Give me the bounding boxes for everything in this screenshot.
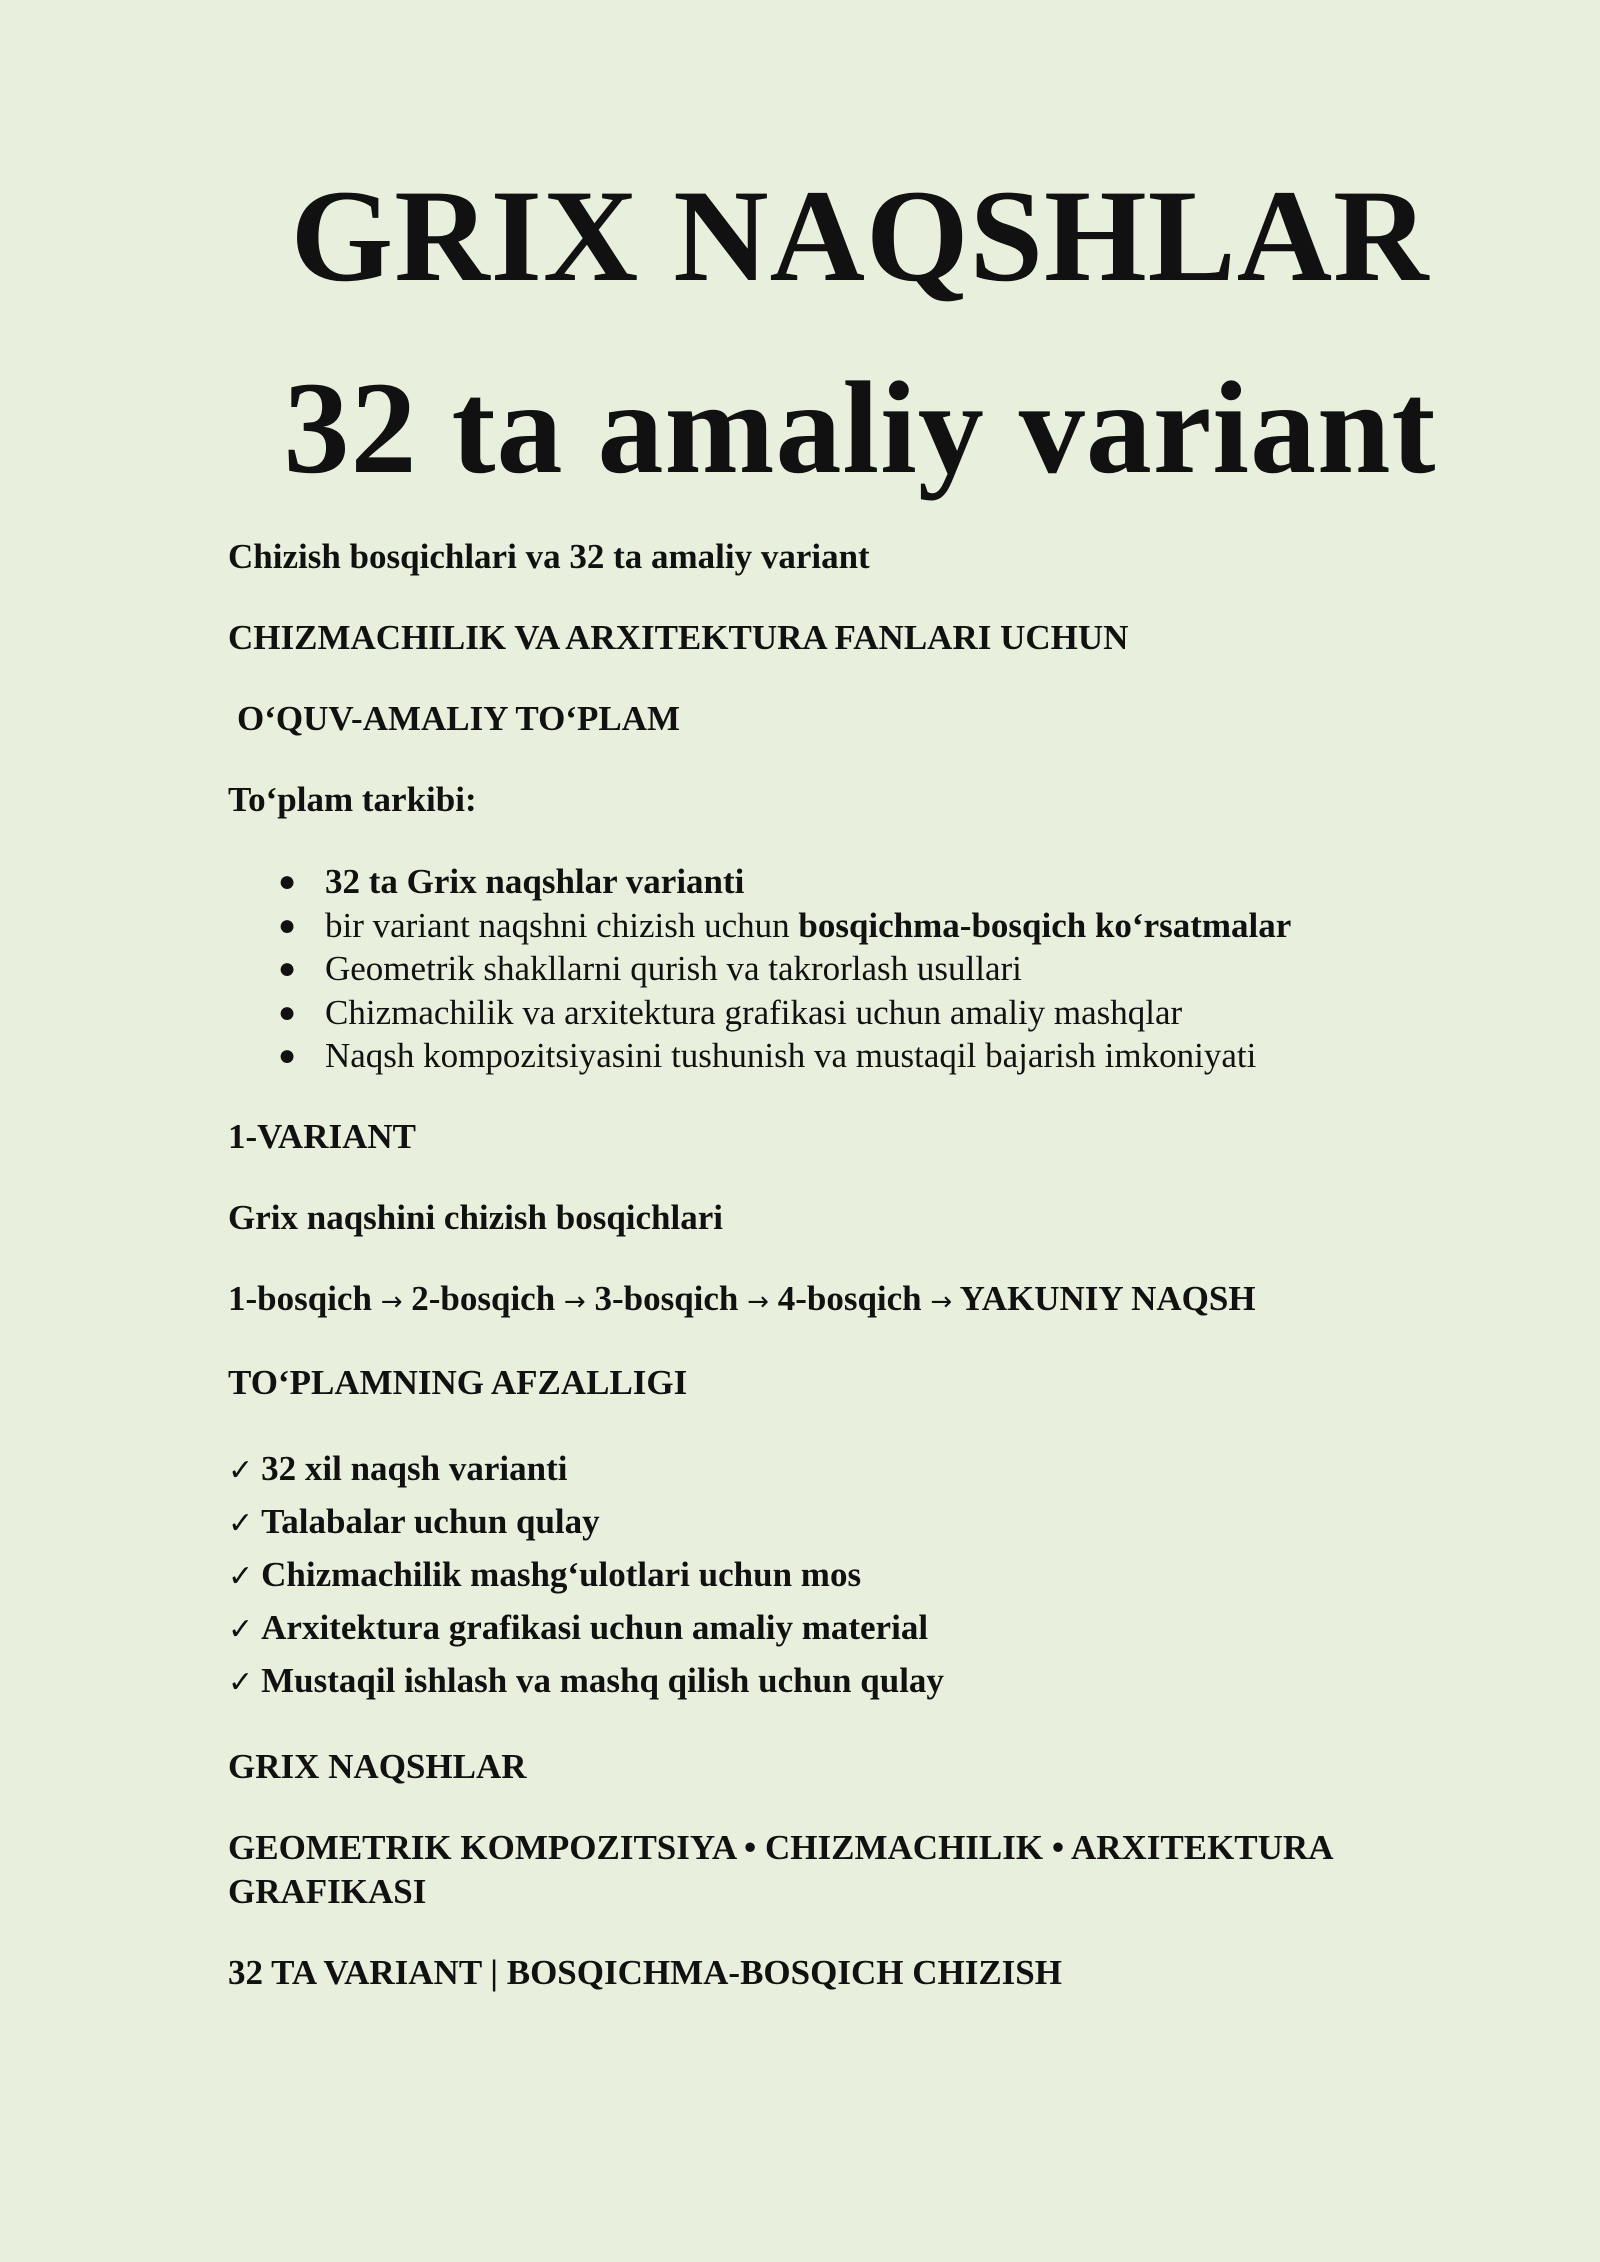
arrow-right-icon: → [747, 1286, 769, 1317]
arrow-right-icon: → [563, 1286, 586, 1317]
list-item-bold-text: bosqichma-bosqich ko‘rsatmalar [798, 905, 1292, 945]
list-item-text: Chizmachilik mashg‘ulotlari uchun mos [261, 1554, 862, 1594]
composition-label: To‘plam tarkibi: [228, 780, 477, 819]
page-title-subline: 32 ta amaliy variant [283, 354, 1437, 501]
step-label-final: YAKUNIY NAQSH [959, 1278, 1256, 1318]
subtitle: Chizish bosqichlari va 32 ta amaliy variant [228, 537, 870, 576]
composition-list [228, 860, 1458, 1078]
variant-label: 1-VARIANT [228, 1116, 416, 1156]
footer-tagline: GEOMETRIK KOMPOZITSIYA • CHIZMACHILIK • ARXITEKTURA GRAFIKASI [228, 1827, 1332, 1911]
list-item-text: 32 xil naqsh varianti [261, 1448, 568, 1488]
checkmark-icon: ✓ [228, 1664, 254, 1700]
steps-sequence [228, 1277, 1458, 1324]
step-label: 1-bosqich [228, 1278, 372, 1318]
checkmark-icon: ✓ [228, 1611, 254, 1647]
document-body [228, 535, 1458, 1995]
arrow-right-icon: → [380, 1286, 403, 1317]
list-item-text: Mustaqil ishlash va mashq qilish uchun qulay [261, 1660, 944, 1700]
heading-collection: O‘QUV-AMALIY TO‘PLAM [237, 699, 680, 738]
bullet-icon: ● [278, 908, 297, 942]
list-item [278, 1034, 1458, 1078]
list-item-text: 32 ta Grix naqshlar varianti [325, 862, 745, 901]
list-item [228, 1602, 1458, 1655]
list-item-text: Chizmachilik va arxitektura grafikasi uchun amaliy mashqlar [325, 992, 1183, 1032]
checkmark-icon: ✓ [228, 1558, 254, 1594]
footer-title: GRIX NAQSHLAR [228, 1746, 527, 1786]
steps-title: Grix naqshini chizish bosqichlari [228, 1197, 723, 1237]
page-title: GRIX NAQSHLAR [290, 162, 1430, 309]
list-item-text: Naqsh kompozitsiyasini tushunish va mustaqil bajarish imkoniyati [325, 1036, 1257, 1075]
step-label: 3-bosqich [594, 1278, 739, 1318]
list-item [228, 1496, 1458, 1549]
heading-fields: CHIZMACHILIK VA ARXITEKTURA FANLARI UCHUN [228, 618, 1129, 657]
list-item [278, 947, 1458, 991]
list-item [228, 1655, 1458, 1708]
checkmark-icon: ✓ [228, 1505, 254, 1541]
list-item-text: bir variant naqshni chizish uchun [325, 905, 799, 945]
advantages-list [228, 1443, 1458, 1708]
list-item-text: Arxitektura grafikasi uchun amaliy material [261, 1607, 929, 1647]
step-label: 2-bosqich [411, 1278, 556, 1318]
bullet-icon: ● [278, 1039, 297, 1072]
bullet-icon: ● [278, 865, 297, 898]
advantages-label: TO‘PLAMNING AFZALLIGI [228, 1362, 688, 1402]
list-item [228, 1549, 1458, 1602]
bullet-icon: ● [278, 995, 297, 1029]
list-item-text: Talabalar uchun qulay [261, 1501, 600, 1541]
arrow-right-icon: → [930, 1286, 953, 1317]
list-item [278, 860, 1458, 904]
checkmark-icon: ✓ [228, 1452, 254, 1488]
list-item [278, 904, 1458, 948]
list-item [228, 1443, 1458, 1496]
bullet-icon: ● [278, 952, 297, 985]
list-item-text: Geometrik shakllarni qurish va takrorlash usullari [325, 949, 1022, 988]
footer-summary: 32 TA VARIANT | BOSQICHMA-BOSQICH CHIZISH [228, 1952, 1062, 1992]
step-label: 4-bosqich [777, 1278, 922, 1318]
list-item [278, 991, 1458, 1035]
